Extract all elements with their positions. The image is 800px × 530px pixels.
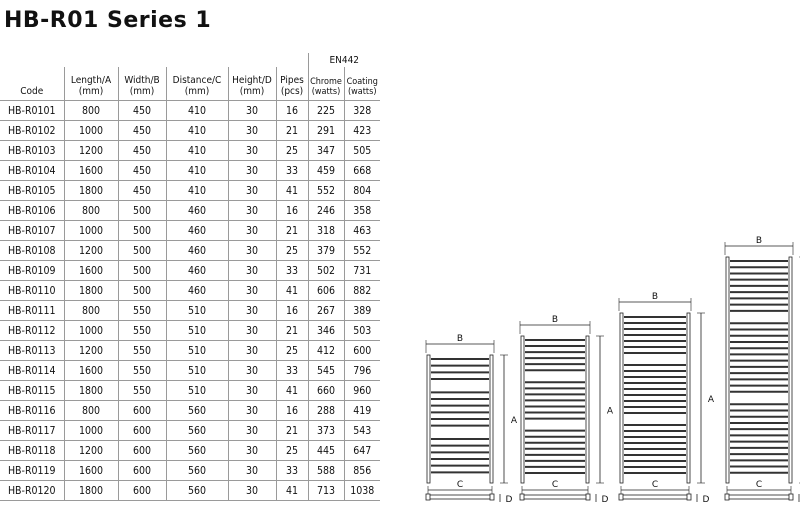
header-length-unit: (mm) — [78, 86, 104, 97]
radiator-4-label-c: C — [755, 480, 763, 490]
cell-chrome: 318 — [308, 221, 344, 241]
cell-chrome: 552 — [308, 181, 344, 201]
cell-width: 550 — [118, 301, 166, 321]
cell-code: HB-R0113 — [0, 341, 64, 361]
cell-chrome: 660 — [308, 381, 344, 401]
cell-code: HB-R0116 — [0, 401, 64, 421]
cell-coating: 960 — [344, 381, 380, 401]
radiator-2-label-d: D — [601, 495, 609, 505]
header-distance-unit: (mm) — [184, 86, 210, 97]
cell-chrome: 713 — [308, 481, 344, 501]
cell-pipes: 41 — [276, 181, 308, 201]
cell-length: 1200 — [64, 141, 118, 161]
cell-distance: 510 — [166, 361, 228, 381]
cell-width: 450 — [118, 121, 166, 141]
radiator-2-label-b: B — [551, 315, 559, 325]
cell-pipes: 16 — [276, 201, 308, 221]
cell-length: 1200 — [64, 341, 118, 361]
cell-distance: 410 — [166, 141, 228, 161]
cell-distance: 410 — [166, 121, 228, 141]
cell-height: 30 — [228, 421, 276, 441]
cell-pipes: 21 — [276, 121, 308, 141]
cell-height: 30 — [228, 101, 276, 121]
radiator-2-base-pipe — [522, 495, 588, 499]
cell-chrome: 502 — [308, 261, 344, 281]
radiator-1-label-a: A — [510, 416, 518, 426]
cell-chrome: 288 — [308, 401, 344, 421]
cell-code: HB-R0107 — [0, 221, 64, 241]
cell-height: 30 — [228, 121, 276, 141]
cell-coating: 423 — [344, 121, 380, 141]
header-chrome-unit: (watts) — [311, 87, 341, 97]
header-width-unit: (mm) — [129, 86, 155, 97]
cell-coating: 856 — [344, 461, 380, 481]
cell-chrome: 225 — [308, 101, 344, 121]
cell-length: 1600 — [64, 461, 118, 481]
radiator-1-valve-right — [490, 494, 494, 500]
cell-distance: 560 — [166, 441, 228, 461]
header-height-label: Height/D — [232, 75, 272, 86]
cell-coating: 552 — [344, 241, 380, 261]
header-pipes-label: Pipes — [280, 75, 304, 86]
radiator-3-valve-left — [619, 494, 623, 500]
cell-pipes: 41 — [276, 481, 308, 501]
cell-code: HB-R0112 — [0, 321, 64, 341]
cell-length: 1600 — [64, 161, 118, 181]
cell-pipes: 21 — [276, 321, 308, 341]
cell-coating: 804 — [344, 181, 380, 201]
cell-code: HB-R0110 — [0, 281, 64, 301]
header-coating-unit: (watts) — [348, 87, 377, 97]
cell-distance: 460 — [166, 201, 228, 221]
cell-coating: 731 — [344, 261, 380, 281]
cell-pipes: 41 — [276, 381, 308, 401]
cell-width: 500 — [118, 281, 166, 301]
cell-length: 800 — [64, 101, 118, 121]
cell-chrome: 445 — [308, 441, 344, 461]
cell-width: 450 — [118, 141, 166, 161]
radiator-1-side-bar-right — [490, 355, 493, 483]
radiator-3-label-b: B — [651, 292, 659, 302]
radiator-2-label-c: C — [551, 480, 559, 490]
cell-length: 1800 — [64, 281, 118, 301]
cell-distance: 460 — [166, 261, 228, 281]
cell-pipes: 21 — [276, 421, 308, 441]
radiator-3-label-c: C — [651, 480, 659, 490]
cell-width: 500 — [118, 201, 166, 221]
cell-coating: 796 — [344, 361, 380, 381]
cell-code: HB-R0108 — [0, 241, 64, 261]
cell-width: 450 — [118, 181, 166, 201]
cell-distance: 560 — [166, 421, 228, 441]
radiator-3-side-bar-right — [687, 313, 690, 483]
cell-distance: 560 — [166, 401, 228, 421]
cell-height: 30 — [228, 221, 276, 241]
cell-coating: 358 — [344, 201, 380, 221]
cell-coating: 543 — [344, 421, 380, 441]
cell-coating: 328 — [344, 101, 380, 121]
radiator-1-base-pipe — [428, 495, 492, 499]
cell-width: 600 — [118, 401, 166, 421]
cell-pipes: 33 — [276, 461, 308, 481]
cell-chrome: 347 — [308, 141, 344, 161]
header-height-unit: (mm) — [239, 86, 265, 97]
radiator-1-side-bar-left — [427, 355, 430, 483]
radiator-2-valve-right — [586, 494, 590, 500]
cell-length: 1000 — [64, 421, 118, 441]
cell-coating: 419 — [344, 401, 380, 421]
cell-pipes: 21 — [276, 221, 308, 241]
cell-height: 30 — [228, 341, 276, 361]
cell-length: 1600 — [64, 261, 118, 281]
cell-height: 30 — [228, 141, 276, 161]
header-code-label: Code — [20, 86, 44, 97]
cell-width: 550 — [118, 321, 166, 341]
header-coating-label: Coating — [346, 77, 378, 87]
header-distance-label: Distance/C — [172, 75, 222, 86]
cell-height: 30 — [228, 281, 276, 301]
cell-height: 30 — [228, 321, 276, 341]
cell-coating: 647 — [344, 441, 380, 461]
cell-pipes: 25 — [276, 341, 308, 361]
cell-pipes: 41 — [276, 281, 308, 301]
cell-height: 30 — [228, 161, 276, 181]
radiator-1-valve-left — [426, 494, 430, 500]
cell-width: 600 — [118, 461, 166, 481]
cell-height: 30 — [228, 301, 276, 321]
cell-coating: 505 — [344, 141, 380, 161]
cell-height: 30 — [228, 481, 276, 501]
cell-code: HB-R0114 — [0, 361, 64, 381]
radiator-4-side-bar-right — [789, 257, 792, 483]
radiator-2-side-bar-left — [521, 336, 524, 483]
cell-chrome: 246 — [308, 201, 344, 221]
radiator-1-label-d: D — [505, 495, 513, 505]
cell-length: 1000 — [64, 321, 118, 341]
cell-length: 1800 — [64, 181, 118, 201]
cell-chrome: 346 — [308, 321, 344, 341]
radiator-1-label-b: B — [456, 334, 464, 344]
cell-distance: 510 — [166, 321, 228, 341]
cell-code: HB-R0115 — [0, 381, 64, 401]
cell-length: 1600 — [64, 361, 118, 381]
cell-width: 600 — [118, 481, 166, 501]
radiator-2-label-a: A — [606, 406, 614, 417]
cell-code: HB-R0111 — [0, 301, 64, 321]
cell-distance: 560 — [166, 461, 228, 481]
cell-width: 450 — [118, 101, 166, 121]
cell-distance: 410 — [166, 181, 228, 201]
cell-distance: 410 — [166, 101, 228, 121]
cell-code: HB-R0118 — [0, 441, 64, 461]
cell-chrome: 459 — [308, 161, 344, 181]
cell-length: 1800 — [64, 481, 118, 501]
cell-code: HB-R0117 — [0, 421, 64, 441]
cell-code: HB-R0120 — [0, 481, 64, 501]
cell-width: 600 — [118, 421, 166, 441]
cell-chrome: 373 — [308, 421, 344, 441]
cell-length: 1200 — [64, 241, 118, 261]
cell-length: 1000 — [64, 121, 118, 141]
cell-distance: 460 — [166, 281, 228, 301]
cell-code: HB-R0101 — [0, 101, 64, 121]
cell-height: 30 — [228, 181, 276, 201]
cell-width: 550 — [118, 361, 166, 381]
cell-code: HB-R0103 — [0, 141, 64, 161]
cell-width: 550 — [118, 381, 166, 401]
cell-pipes: 33 — [276, 161, 308, 181]
en442-header: EN442 — [308, 53, 380, 67]
cell-pipes: 16 — [276, 401, 308, 421]
cell-width: 500 — [118, 261, 166, 281]
cell-pipes: 25 — [276, 441, 308, 461]
cell-chrome: 412 — [308, 341, 344, 361]
cell-coating: 1038 — [344, 481, 380, 501]
radiator-4-side-bar-left — [726, 257, 729, 483]
cell-width: 500 — [118, 241, 166, 261]
cell-pipes: 25 — [276, 141, 308, 161]
cell-width: 550 — [118, 341, 166, 361]
cell-height: 30 — [228, 241, 276, 261]
page-title: HB-R01 Series 1 — [4, 8, 212, 33]
cell-pipes: 33 — [276, 361, 308, 381]
cell-chrome: 291 — [308, 121, 344, 141]
cell-distance: 560 — [166, 481, 228, 501]
cell-code: HB-R0106 — [0, 201, 64, 221]
cell-width: 500 — [118, 221, 166, 241]
cell-length: 1200 — [64, 441, 118, 461]
cell-chrome: 379 — [308, 241, 344, 261]
cell-length: 800 — [64, 401, 118, 421]
cell-height: 30 — [228, 201, 276, 221]
radiator-4-label-b: B — [755, 236, 763, 246]
radiator-4-valve-right — [789, 494, 793, 500]
cell-length: 1800 — [64, 381, 118, 401]
cell-height: 30 — [228, 361, 276, 381]
cell-distance: 510 — [166, 341, 228, 361]
cell-length: 1000 — [64, 221, 118, 241]
cell-width: 450 — [118, 161, 166, 181]
cell-coating: 389 — [344, 301, 380, 321]
cell-distance: 510 — [166, 381, 228, 401]
cell-code: HB-R0119 — [0, 461, 64, 481]
cell-distance: 410 — [166, 161, 228, 181]
cell-coating: 463 — [344, 221, 380, 241]
radiator-1-label-c: C — [456, 480, 464, 490]
cell-coating: 503 — [344, 321, 380, 341]
cell-length: 800 — [64, 301, 118, 321]
cell-height: 30 — [228, 461, 276, 481]
radiator-3-label-d: D — [702, 495, 710, 505]
cell-height: 30 — [228, 381, 276, 401]
header-chrome-label: Chrome — [310, 77, 342, 87]
cell-width: 600 — [118, 441, 166, 461]
radiator-2-side-bar-right — [586, 336, 589, 483]
cell-height: 30 — [228, 441, 276, 461]
cell-code: HB-R0104 — [0, 161, 64, 181]
cell-chrome: 267 — [308, 301, 344, 321]
cell-pipes: 16 — [276, 301, 308, 321]
header-length-label: Length/A — [70, 75, 112, 86]
cell-distance: 460 — [166, 241, 228, 261]
cell-coating: 600 — [344, 341, 380, 361]
cell-chrome: 545 — [308, 361, 344, 381]
cell-pipes: 33 — [276, 261, 308, 281]
cell-coating: 668 — [344, 161, 380, 181]
cell-code: HB-R0102 — [0, 121, 64, 141]
radiator-3-valve-right — [687, 494, 691, 500]
radiator-2-valve-left — [520, 494, 524, 500]
radiator-3-side-bar-left — [620, 313, 623, 483]
cell-chrome: 588 — [308, 461, 344, 481]
radiator-3-base-pipe — [621, 495, 689, 499]
cell-height: 30 — [228, 401, 276, 421]
cell-height: 30 — [228, 261, 276, 281]
cell-distance: 510 — [166, 301, 228, 321]
header-width-label: Width/B — [124, 75, 160, 86]
cell-code: HB-R0105 — [0, 181, 64, 201]
cell-pipes: 25 — [276, 241, 308, 261]
cell-chrome: 606 — [308, 281, 344, 301]
cell-coating: 882 — [344, 281, 380, 301]
cell-distance: 460 — [166, 221, 228, 241]
cell-code: HB-R0109 — [0, 261, 64, 281]
cell-pipes: 16 — [276, 101, 308, 121]
cell-length: 800 — [64, 201, 118, 221]
radiator-4-base-pipe — [727, 495, 791, 499]
header-pipes-unit: (pcs) — [280, 86, 304, 97]
radiator-4-valve-left — [725, 494, 729, 500]
radiator-3-label-a: A — [707, 395, 715, 405]
